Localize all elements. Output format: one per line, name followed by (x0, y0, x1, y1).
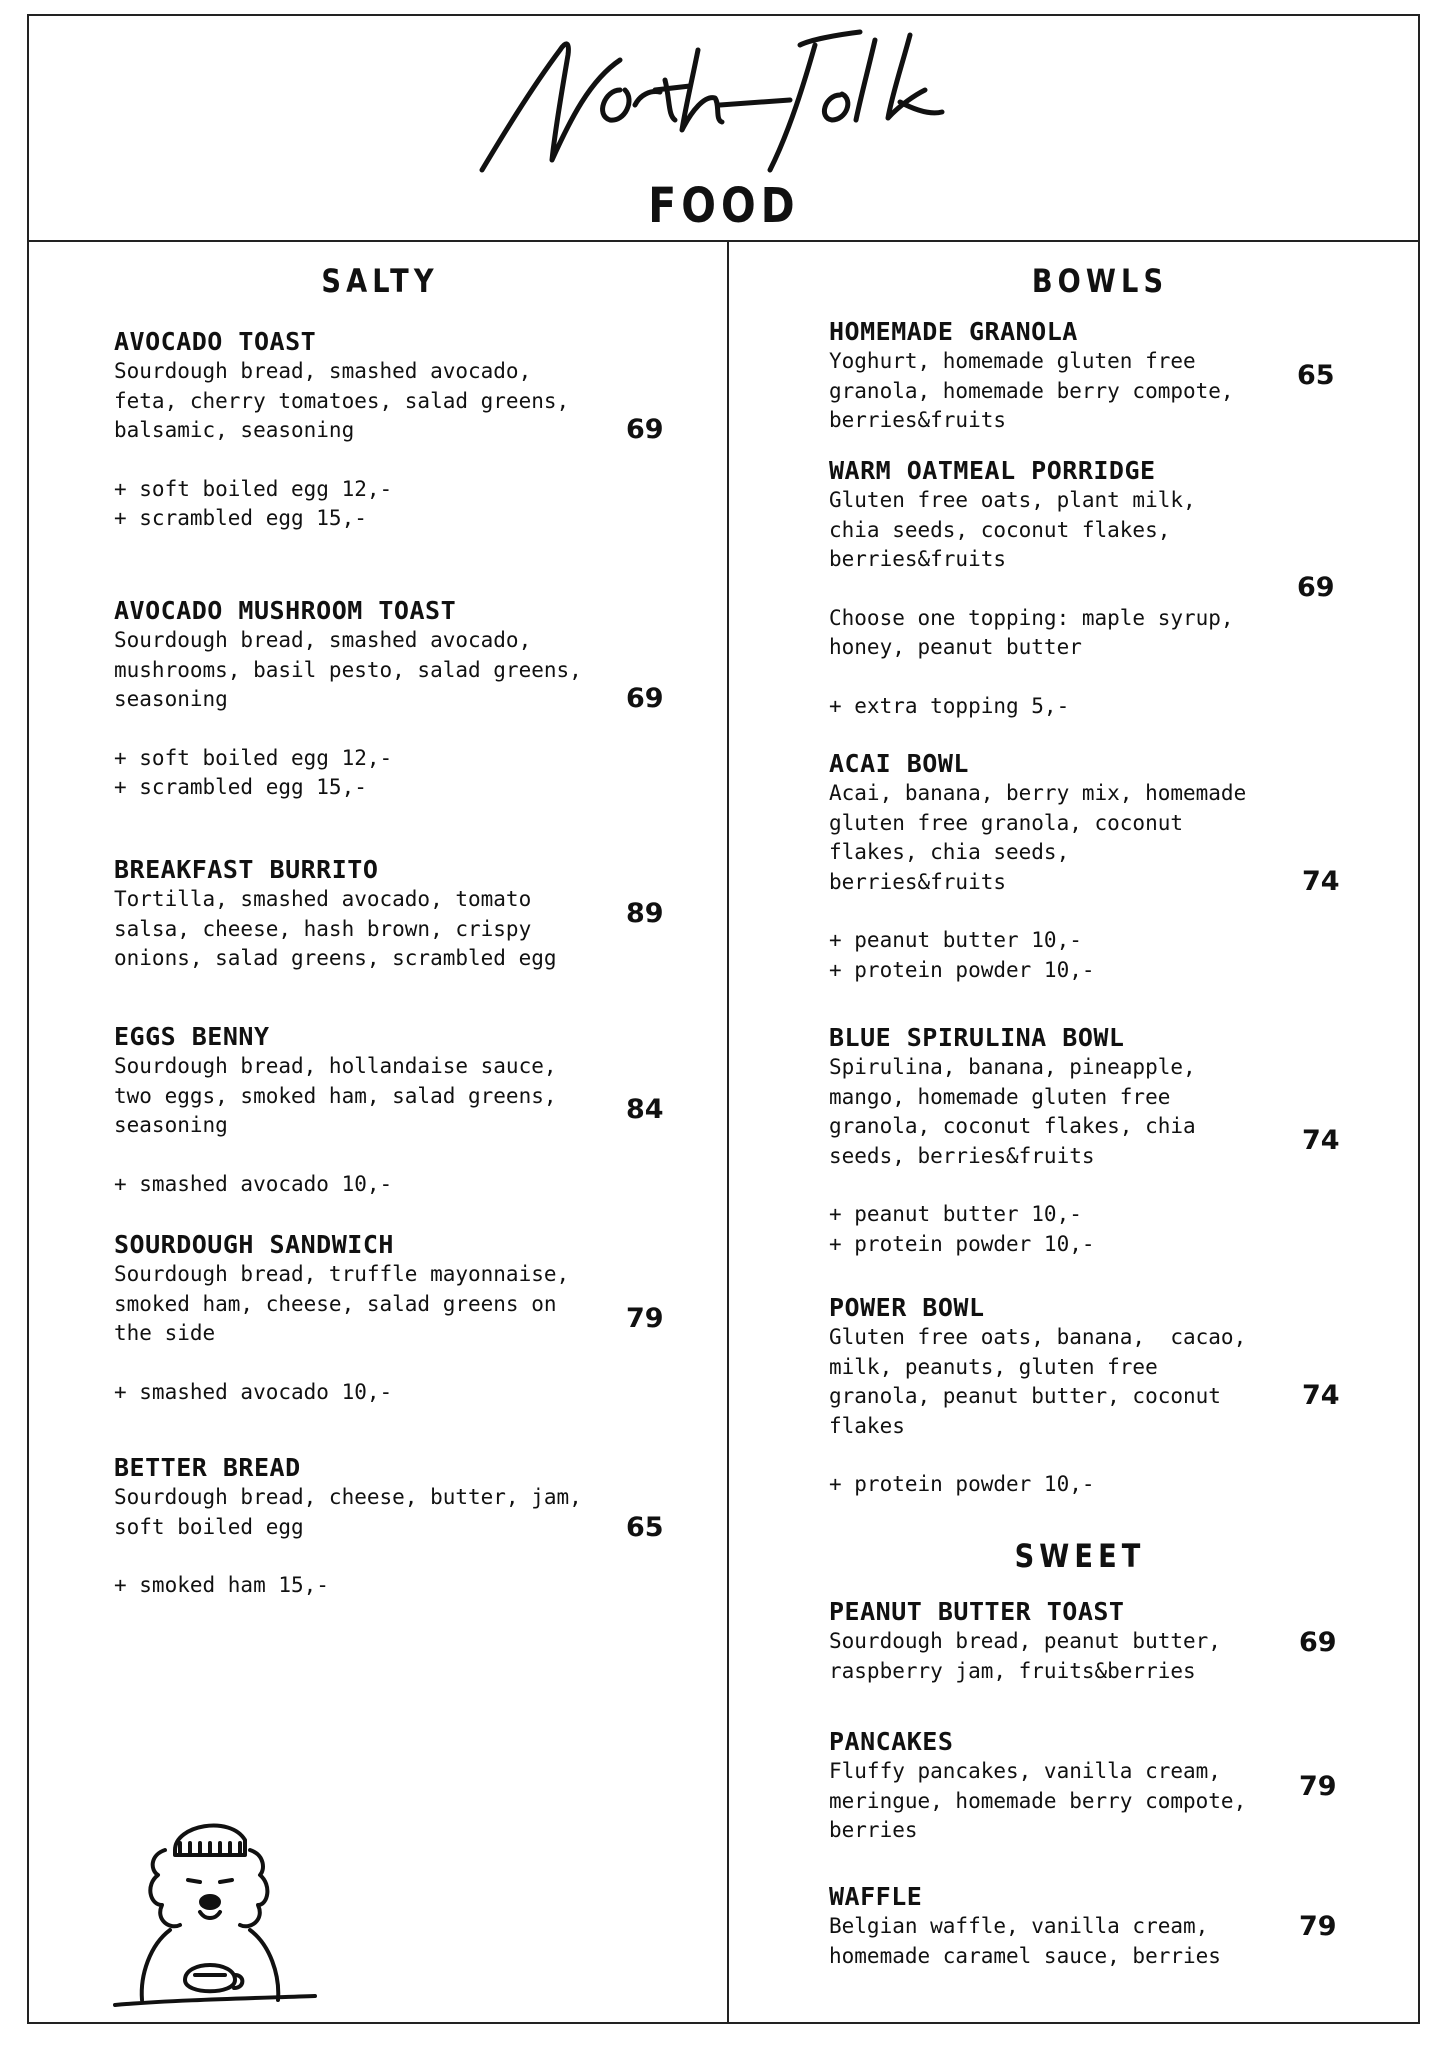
mascot-illustration (110, 1810, 320, 2010)
item-price: 89 (626, 898, 664, 929)
item-addons: + extra topping 5,- (829, 693, 1070, 718)
item-description: Yoghurt, homemade gluten free granola, homemade berry compote, berries&fruits (829, 349, 1234, 432)
item-description: Sourdough bread, smashed avocado, mushrooms, basil pesto, salad greens, seasoning (114, 628, 582, 711)
item-price: 74 (1302, 1380, 1340, 1411)
item-addons: + smashed avocado 10,- (114, 1379, 393, 1404)
item-description: Tortilla, smashed avocado, tomato salsa, cheese, hash brown, crispy onions, salad greens, scrambled egg (114, 887, 557, 970)
item-name: SOURDOUGH SANDWICH (114, 1230, 394, 1259)
menu-item-sourdough-sandwich (114, 1230, 569, 1407)
item-price: 69 (626, 683, 664, 714)
item-description: Sourdough bread, peanut butter, raspberry jam, fruits&berries (829, 1629, 1221, 1683)
item-description: Gluten free oats, plant milk, chia seeds, coconut flakes, berries&fruits (829, 488, 1196, 571)
item-name: BETTER BREAD (114, 1453, 301, 1482)
item-description: Fluffy pancakes, vanilla cream, meringue, homemade berry compote, berries (829, 1759, 1247, 1842)
menu-item-homemade-granola (829, 317, 1234, 436)
item-price: 74 (1302, 866, 1340, 897)
item-price: 79 (1299, 1911, 1337, 1942)
item-addons: + soft boiled egg 12,- + scrambled egg 15,- (114, 745, 393, 799)
menu-item-warm-oatmeal-porridge (829, 456, 1234, 721)
item-name: BREAKFAST BURRITO (114, 855, 379, 884)
item-addons: + smoked ham 15,- (114, 1573, 329, 1597)
menu-item-peanut-butter-toast (829, 1597, 1221, 1686)
item-price: 84 (626, 1094, 664, 1125)
menu-item-blue-spirulina-bowl (829, 1023, 1196, 1259)
item-note: Choose one topping: maple syrup, honey, peanut butter (829, 605, 1234, 659)
menu-item-pancakes (829, 1727, 1246, 1846)
menu-item-avocado-mushroom-toast (114, 596, 582, 803)
item-description: Spirulina, banana, pineapple, mango, homemade gluten free granola, coconut flakes, chia seeds, berries&fruits (829, 1055, 1196, 1168)
item-price: 69 (1297, 572, 1335, 603)
column-divider (727, 240, 729, 2024)
item-addons: + soft boiled egg 12,- + scrambled egg 15,- (114, 476, 393, 530)
item-description: Gluten free oats, banana, cacao, milk, peanuts, gluten free granola, peanut butter, coconut flakes (829, 1325, 1247, 1438)
item-price: 79 (626, 1303, 664, 1334)
item-price: 69 (626, 414, 664, 445)
item-addons: + smashed avocado 10,- (114, 1171, 393, 1196)
header-divider (27, 240, 1420, 242)
item-name: BLUE SPIRULINA BOWL (829, 1023, 1125, 1052)
item-description: Belgian waffle, vanilla cream, homemade caramel sauce, berries (829, 1914, 1221, 1968)
item-price: 74 (1302, 1125, 1340, 1156)
item-price: 65 (626, 1512, 664, 1543)
item-addons: + protein powder 10,- (829, 1472, 1095, 1496)
item-name: WARM OATMEAL PORRIDGE (829, 456, 1156, 485)
item-description: Sourdough bread, smashed avocado, feta, cherry tomatoes, salad greens, balsamic, seasoning (114, 359, 570, 442)
menu-item-acai-bowl (829, 749, 1246, 985)
item-description: Acai, banana, berry mix, homemade gluten free granola, coconut flakes, chia seeds, berries&fruits (829, 781, 1247, 894)
item-addons: + peanut butter 10,- + protein powder 10,- (829, 1202, 1095, 1256)
item-name: PANCAKES (829, 1727, 954, 1756)
section-title-bowls: BOWLS (1031, 262, 1169, 300)
item-name: HOMEMADE GRANOLA (829, 317, 1078, 346)
item-name: ACAI BOWL (829, 749, 969, 778)
item-price: 79 (1299, 1771, 1337, 1802)
menu-item-avocado-toast (114, 327, 569, 534)
item-description: Sourdough bread, truffle mayonnaise, smoked ham, cheese, salad greens on the side (114, 1262, 570, 1345)
item-name: WAFFLE (829, 1882, 923, 1911)
menu-item-power-bowl (829, 1293, 1246, 1500)
item-description: Sourdough bread, hollandaise sauce, two eggs, smoked ham, salad greens, seasoning (114, 1054, 557, 1137)
menu-frame (27, 14, 1420, 2024)
food-title: FOOD (648, 178, 800, 234)
item-price: 65 (1297, 360, 1335, 391)
section-title-sweet: SWEET (1014, 1537, 1146, 1575)
item-description: Sourdough bread, cheese, butter, jam, soft boiled egg (114, 1485, 582, 1539)
menu-item-eggs-benny (114, 1022, 557, 1199)
item-price: 69 (1299, 1627, 1337, 1658)
item-name: PEANUT BUTTER TOAST (829, 1597, 1125, 1626)
section-title-salty: SALTY (321, 262, 439, 300)
item-name: AVOCADO TOAST (114, 327, 317, 356)
item-name: EGGS BENNY (114, 1022, 270, 1051)
menu-item-better-bread (114, 1453, 582, 1601)
menu-item-breakfast-burrito (114, 855, 557, 974)
brand-logo (470, 20, 950, 180)
item-addons: + peanut butter 10,- + protein powder 10,- (829, 928, 1095, 982)
menu-item-waffle (829, 1882, 1221, 1971)
item-name: AVOCADO MUSHROOM TOAST (114, 596, 457, 625)
item-name: POWER BOWL (829, 1293, 985, 1322)
